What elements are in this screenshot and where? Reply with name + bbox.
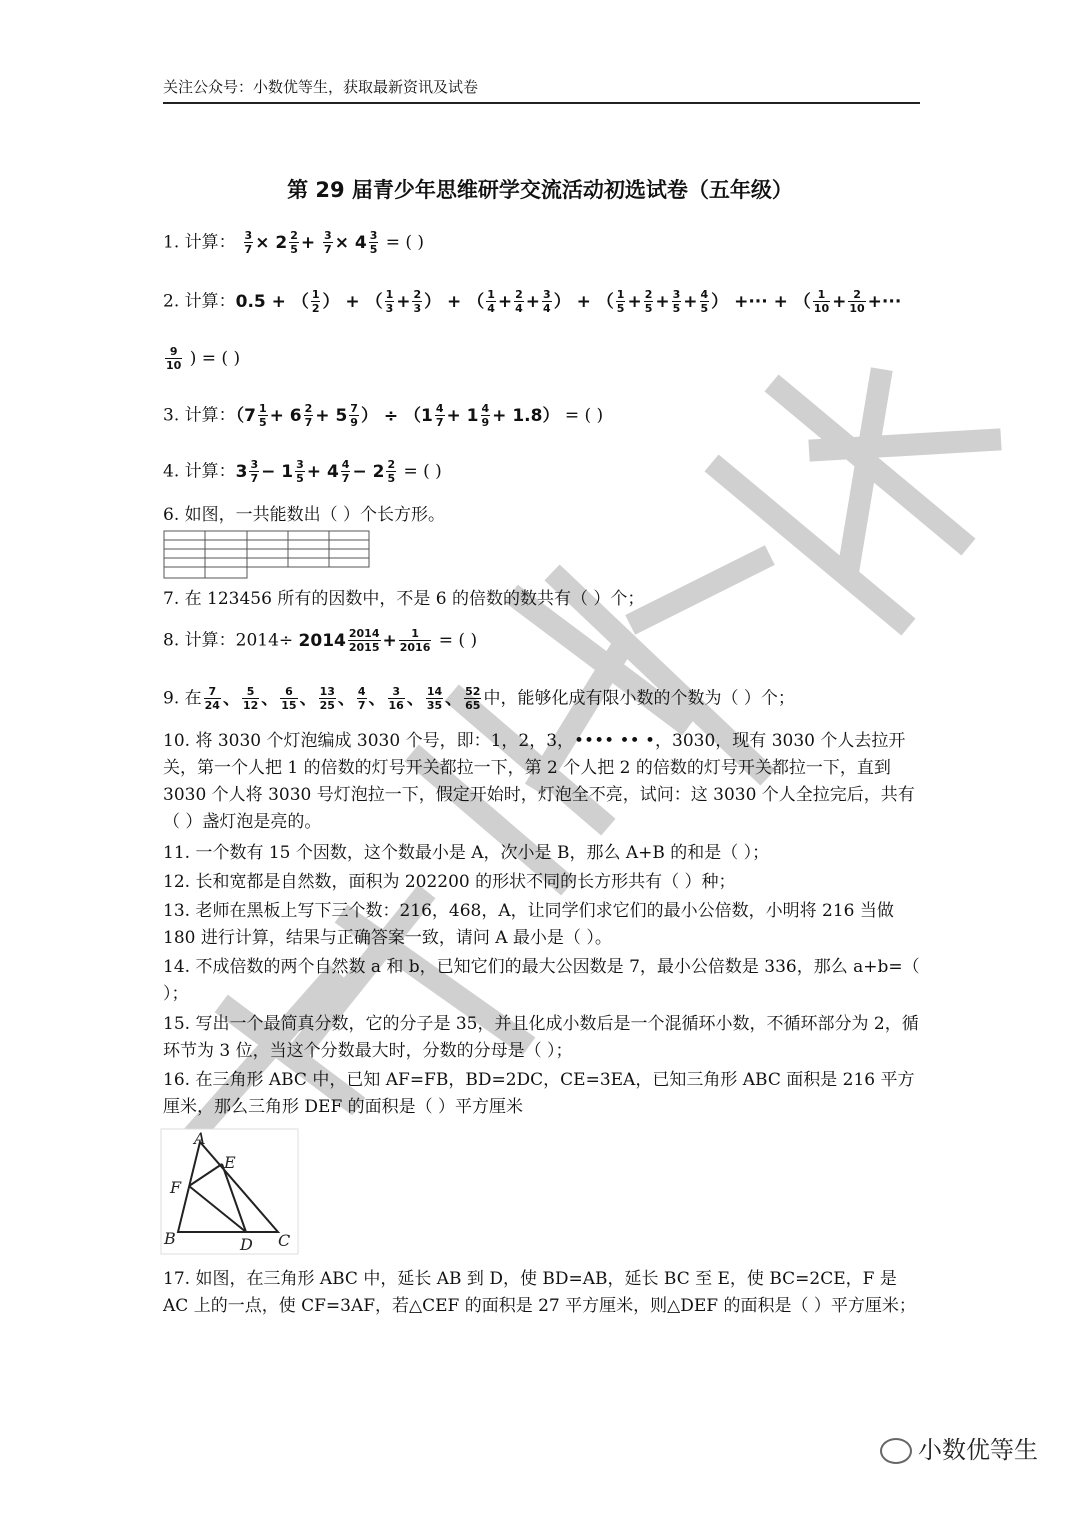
question-6: 6. 如图，一共能数出（ ）个长方形。 bbox=[163, 505, 446, 525]
question-12: 12. 长和宽都是自然数，面积为 202200 的形状不同的长方形共有（ ）种； bbox=[163, 872, 736, 892]
triangle-figure-16 bbox=[160, 1128, 300, 1256]
question-15: 15. 写出一个最简真分数，它的分子是 35，并且化成小数后是一个混循环小数，不循环部分为 2，循环节为 3 位，当这个分数最大时，分数的分母是（ ）； bbox=[163, 1014, 919, 1061]
brand-name: 小数优等生 bbox=[918, 1436, 1038, 1464]
question-11: 11. 一个数有 15 个因数，这个数最小是 A，次小是 B，那么 A+B 的和是（ ）； bbox=[163, 843, 770, 863]
vertex-label-a: A bbox=[194, 1129, 206, 1148]
vertex-label-c: C bbox=[278, 1231, 291, 1250]
question-9: 9. 在 $\frac{7}{24}$ 、 $\frac{5}{12}$ 、 $\frac{6}{15}$ 、 $\frac{13}{25}$ 、 $\frac{4}{7}$ 、 $\frac{3}{16}$ 、 $\frac{14}{35}$ 、 $\frac{52}{65}$ 中，能够化成有限小数的个数为（ ）个； bbox=[163, 685, 795, 712]
question-17: 17. 如图，在三角形 ABC 中，延长 AB 到 D，使 BD=AB，延长 BC 至 E，使 BC=2CE，F 是 AC 上的一点，使 CF=3AF，若△CEF 的面积是 27 平方厘米，则△DEF 的面积是（ ）平方厘米； bbox=[163, 1269, 916, 1316]
question-13: 13. 老师在黑板上写下三个数：216，468，A，让同学们求它们的最小公倍数，小明将 216 当做 180 进行计算，结果与正确答案一致，请问 A 最小是（ ）。 bbox=[163, 901, 894, 948]
question-2-cont: $\frac{9}{10}$ ) = ( ) bbox=[166, 345, 241, 372]
question-2: 2. 计算：0.5 + （ $\frac{1}{2}$ ） + （ $\frac{1}{3}$ + $\frac{2}{3}$ ） + （ $\frac{1}{4}$ + $\frac{2}{4}$ + $\frac{3}{4}$ ） + （ $\frac{1}{5}$ + $\frac{2}{5}$ + $\frac{3}{5}$ + $\frac{4}{5}$ ） +··· + （ $\frac{1}{10}$ + $\frac{2}{10}$ +··· bbox=[163, 288, 902, 315]
vertex-label-e: E bbox=[224, 1153, 236, 1172]
vertex-label-f: F bbox=[170, 1178, 182, 1197]
page-title: 第 29 届青少年思维研学交流活动初选试卷（五年级） bbox=[287, 178, 793, 202]
page-header: 关注公众号：小数优等生，获取最新资讯及试卷 bbox=[163, 76, 920, 104]
rectangle-grid-figure bbox=[163, 530, 373, 582]
wechat-icon bbox=[880, 1438, 912, 1464]
question-8: 8. 计算：2014÷ 2014 $\frac{2014}{2015}$ + $\frac{1}{2016}$ = ( ) bbox=[163, 627, 478, 654]
vertex-label-b: B bbox=[164, 1229, 176, 1248]
question-14: 14. 不成倍数的两个自然数 a 和 b，已知它们的最大公因数是 7，最小公倍数是 336，那么 a+b=（ ）； bbox=[163, 957, 920, 1004]
brand-mark bbox=[880, 1430, 1038, 1465]
question-10: 10. 将 3030 个灯泡编成 3030 个号，即：1，2，3，•••• •• •，3030，现有 3030 个人去拉开关，第一个人把 1 的倍数的灯号开关都拉一下，第 2 个人把 2 的倍数的灯号开关都拉一下，直到 3030 个人将 3030 号灯泡拉一下，假定开始时，灯泡全不亮，试问：这 3030 个人全拉完后，共有（ ）盏灯泡是亮的。 bbox=[163, 731, 915, 832]
question-1: 1. 计算： $\frac{3}{7}$ × 2 $\frac{2}{5}$ + $\frac{3}{7}$ × 4 $\frac{3}{5}$ = ( ) bbox=[163, 229, 425, 256]
question-7: 7. 在 123456 所有的因数中，不是 6 的倍数的数共有（ ）个； bbox=[163, 589, 645, 609]
question-16: 16. 在三角形 ABC 中，已知 AF=FB，BD=2DC，CE=3EA，已知三角形 ABC 面积是 216 平方厘米，那么三角形 DEF 的面积是（ ）平方厘米 bbox=[163, 1070, 915, 1117]
question-3: 3. 计算：（7 $\frac{1}{5}$ + 6 $\frac{2}{7}$ + 5 $\frac{7}{9}$ ） ÷ （1 $\frac{4}{7}$ + 1 $\frac{4}{9}$ + 1.8） = ( ) bbox=[163, 402, 604, 429]
vertex-label-d: D bbox=[240, 1235, 253, 1254]
question-4: 4. 计算：3 $\frac{3}{7}$ − 1 $\frac{3}{5}$ + 4 $\frac{4}{7}$ − 2 $\frac{2}{5}$ = ( ) bbox=[163, 458, 442, 485]
